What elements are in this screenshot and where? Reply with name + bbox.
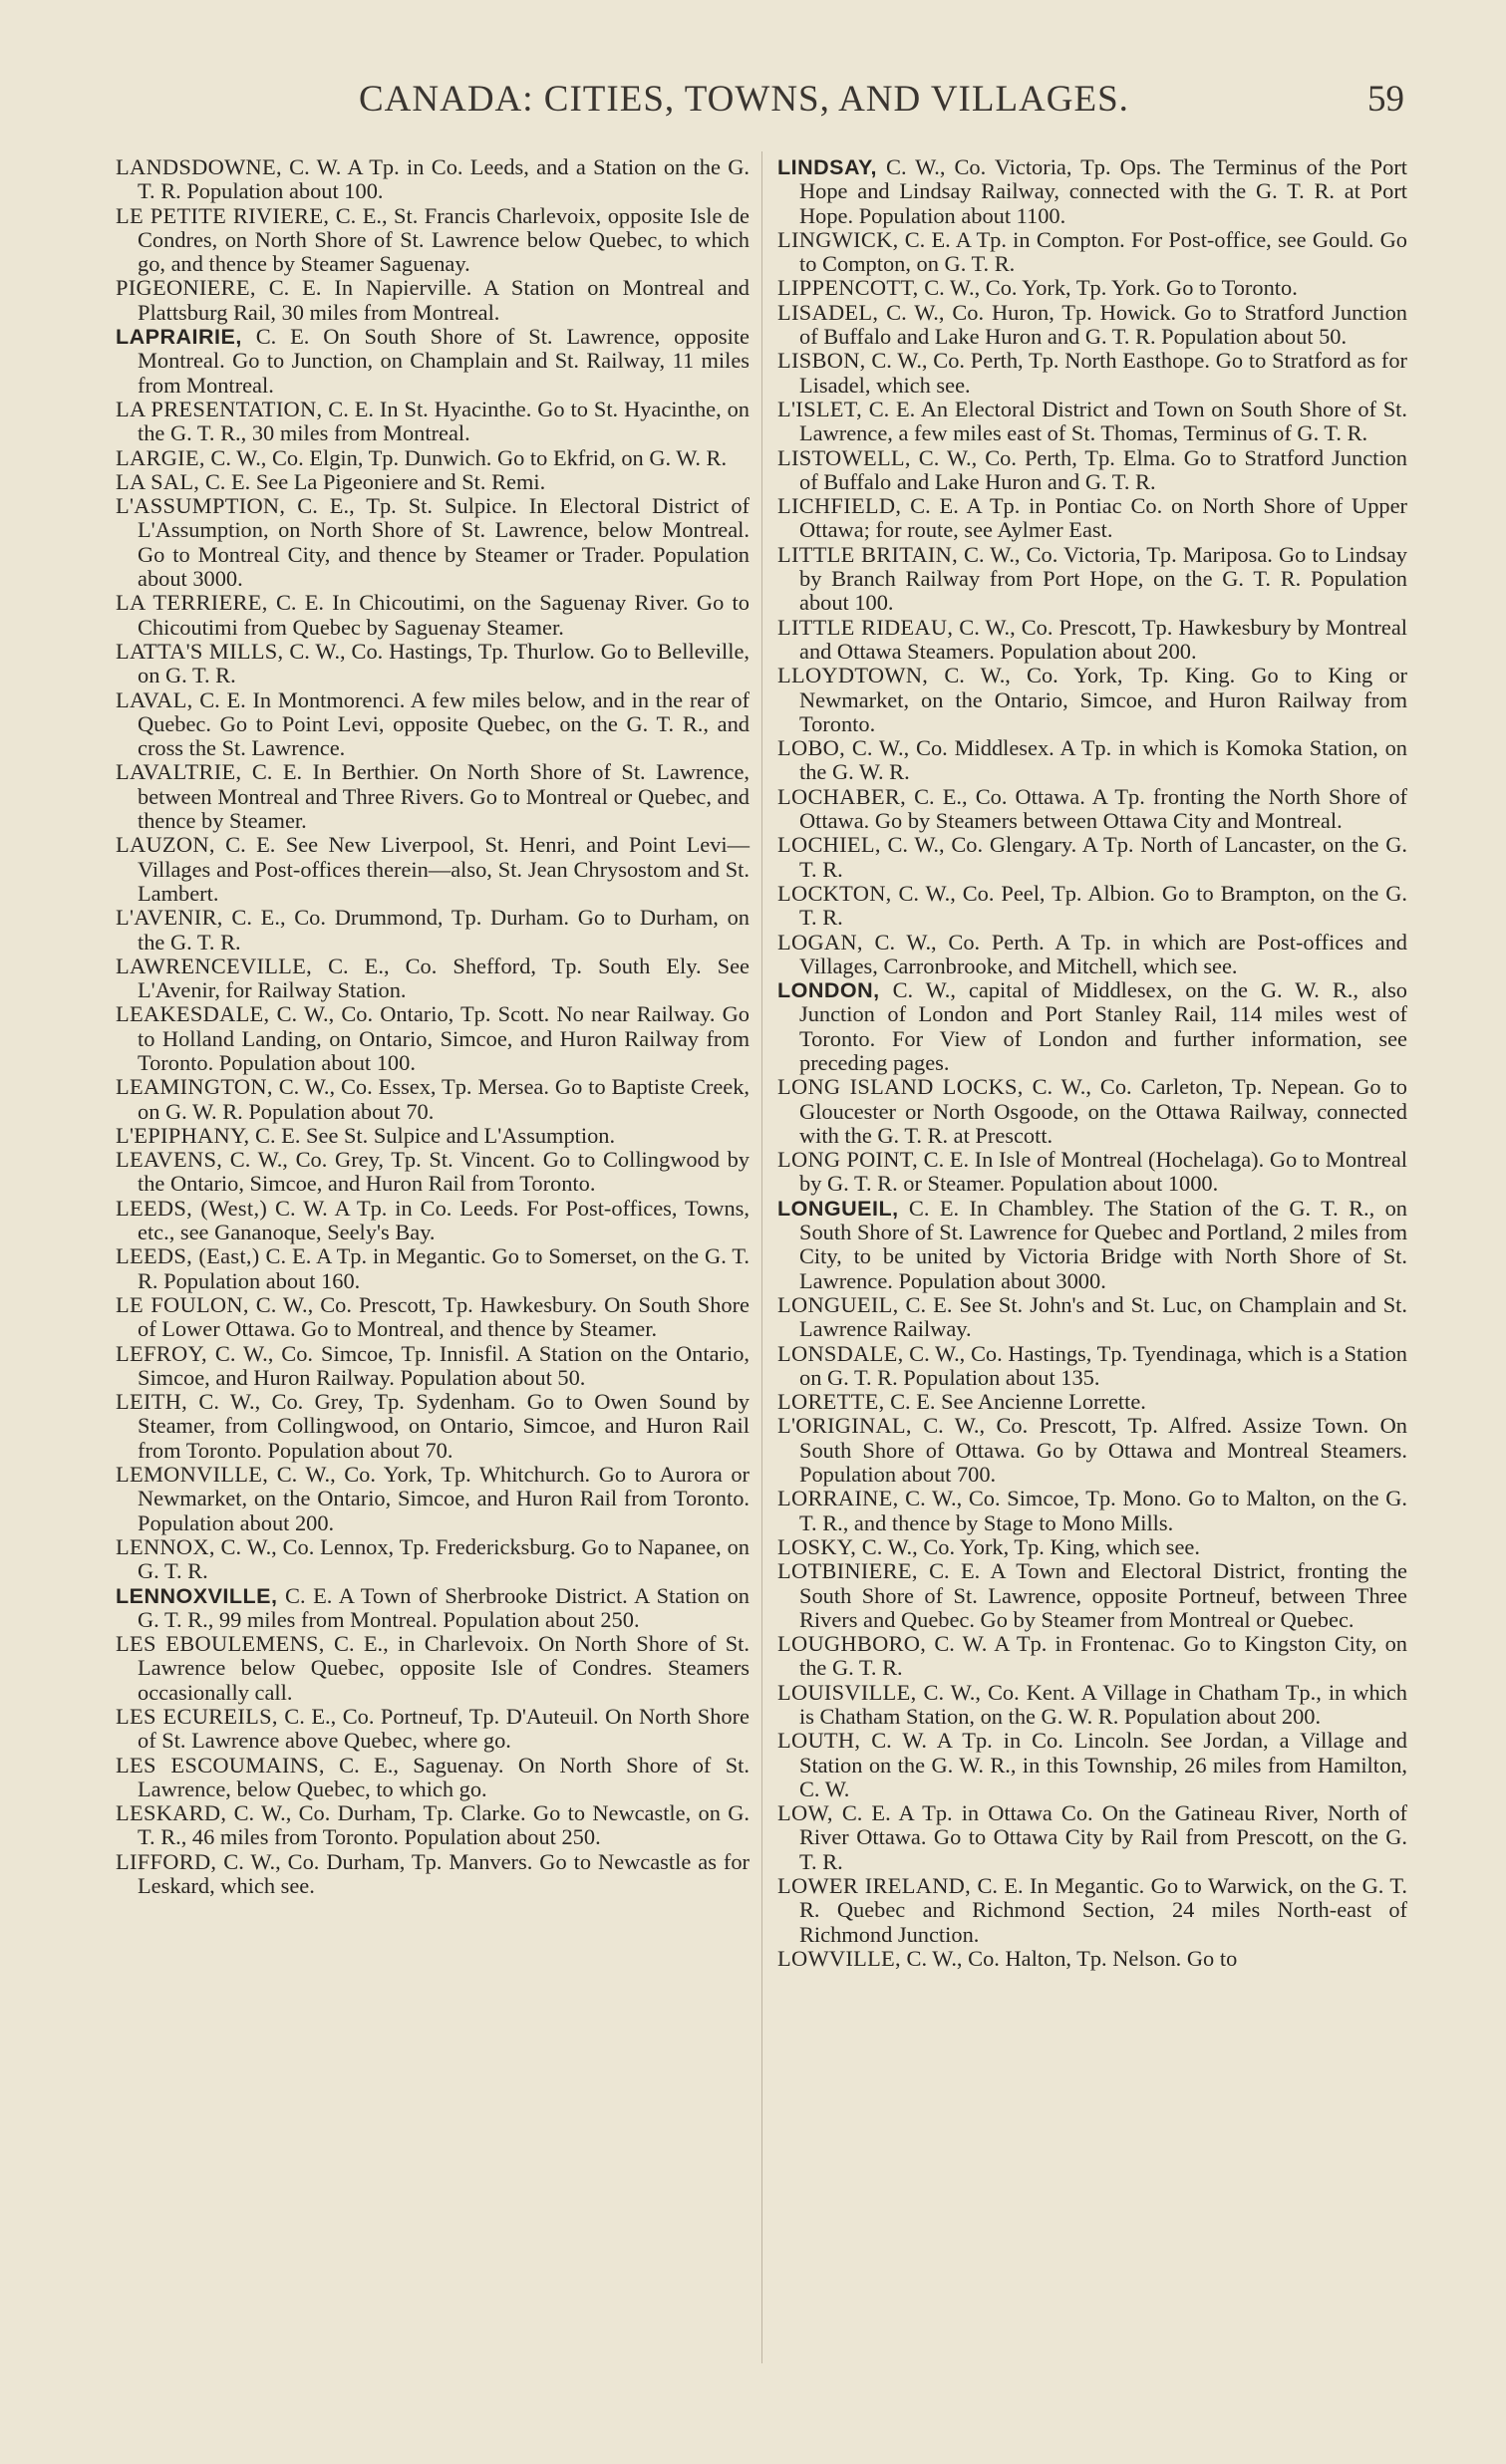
gazetteer-entry <box>777 1801 1407 1874</box>
gazetteer-entry <box>116 1801 750 1850</box>
entry-text: C. E. In Berthier. On North Shore of St. Lawrence, between Montreal and Three Rivers. Go to Montreal or Quebec, and thence by Steamer. <box>138 759 750 834</box>
entry-text: C. W., Co. Ontario, Tp. Scott. No near Railway. Go to Holland Landing, on Ontario, Simcoe, and Huron Railway from Toronto. Population about 100. <box>138 1001 750 1075</box>
entry-text: C. W., Co. Perth. A Tp. in which are Post-offices and Villages, Carronbrooke, and Mitchell, which see. <box>799 929 1407 978</box>
entry-text: C. E. In Chambley. The Station of the G. T. R., on South Shore of St. Lawrence for Quebec and Portland, 2 miles from City, to be united by Victoria Bridge with North Shore of St. Lawrence. Population about 3000. <box>799 1195 1407 1293</box>
gazetteer-entry <box>777 1487 1407 1535</box>
gazetteer-entry <box>116 1390 750 1463</box>
gazetteer-entry <box>777 276 1407 300</box>
page-number: 59 <box>1367 79 1404 120</box>
gazetteer-entry <box>777 301 1407 350</box>
gazetteer-entry <box>777 228 1407 277</box>
gazetteer-entry <box>116 1293 750 1342</box>
entry-headword: LAWRENCEVILLE, <box>116 953 313 978</box>
gazetteer-entry <box>777 736 1407 785</box>
entry-headword: LOUTH, <box>777 1728 861 1754</box>
entry-headword: LA SAL, <box>116 468 200 494</box>
gazetteer-entry <box>116 1463 750 1535</box>
gazetteer-entry <box>777 664 1407 736</box>
entry-text: C. E. On South Shore of St. Lawrence, opposite Montreal. Go to Junction, on Champlain and St. Railway, 11 miles from Montreal. <box>138 324 750 398</box>
gazetteer-entry <box>116 955 750 1003</box>
entry-text: C. W. A Tp. in Co. Leeds, and a Station on the G. T. R. Population about 100. <box>138 154 750 204</box>
entry-headword: LIFFORD, <box>116 1848 217 1874</box>
entry-text: C. E. In Montmorenci. A few miles below, and in the rear of Quebec. Go to Point Levi, opposite Quebec, on the G. T. R., and cross the St. Lawrence. <box>138 686 750 761</box>
entry-text: C. E. A Tp. in Megantic. Go to Somerset, on the G. T. R. Population about 160. <box>138 1243 751 1293</box>
gazetteer-entry <box>777 543 1407 616</box>
entry-headword: LES ECUREILS, <box>116 1704 278 1729</box>
gazetteer-entry <box>777 616 1407 665</box>
gazetteer-entry <box>777 1342 1407 1391</box>
entry-text: C. W., Co. Carleton, Tp. Nepean. Go to Gloucester or North Osgoode, on the Ottawa Railway, connected with the G. T. R. at Prescott. <box>799 1074 1407 1148</box>
entry-text: C. E. In St. Hyacinthe. Go to St. Hyacinthe, on the G. T. R., 30 miles from Montreal. <box>138 396 750 446</box>
entry-headword: LONGUEIL, <box>777 1196 899 1221</box>
entry-text: C. W., Co. Grey, Tp. St. Vincent. Go to Collingwood by the Ontario, Simcoe, and Huron Rail from Toronto. <box>138 1147 750 1197</box>
entry-text: C. W., Co. Victoria, Tp. Ops. The Terminus of the Port Hope and Lindsay Railway, connected with the G. T. R. at Port Hope. Population about 1100. <box>799 154 1407 228</box>
entry-text: C. E. In Isle of Montreal (Hochelaga). Go to Montreal by G. T. R. or Steamer. Population about 1000. <box>799 1147 1407 1197</box>
entry-text: C. E., Co. Shefford, Tp. South Ely. See L'Avenir, for Railway Station. <box>138 953 750 1003</box>
entry-headword: LENNOXVILLE, <box>116 1583 278 1608</box>
gazetteer-entry <box>116 1754 750 1802</box>
entry-headword: LOWVILLE, <box>777 1945 901 1971</box>
gazetteer-entry <box>777 931 1407 979</box>
entry-text: C. W., Co. Victoria, Tp. Mariposa. Go to Lindsay by Branch Railway from Port Hope, on the G. T. R. Population about 100. <box>799 541 1407 616</box>
entry-headword: LOCHABER, <box>777 783 906 809</box>
entry-headword: LOBO, <box>777 735 846 761</box>
gazetteer-entry <box>777 349 1407 398</box>
gazetteer-entry <box>777 1148 1407 1197</box>
entry-text: C. W., Co. York, Tp. York. Go to Toronto. <box>918 275 1298 301</box>
entry-text: C. W. A Tp. in Co. Leeds. For Post-offices, Towns, etc., see Gananoque, Seely's Bay. <box>138 1195 750 1245</box>
entry-headword: LAVALTRIE, <box>116 759 242 785</box>
entry-headword: L'EPIPHANY, <box>116 1122 250 1148</box>
entry-text: C. E., Co. Portneuf, Tp. D'Auteuil. On North Shore of St. Lawrence above Quebec, where go. <box>138 1704 750 1754</box>
entry-headword: LENNOX, <box>116 1533 215 1559</box>
gazetteer-entry <box>777 1293 1407 1342</box>
entry-headword: LEMONVILLE, <box>116 1462 269 1488</box>
gazetteer-entry <box>116 1342 750 1391</box>
gazetteer-entry <box>777 1075 1407 1148</box>
entry-text: C. E. A Town and Electoral District, fronting the South Shore of St. Lawrence, opposite Portneuf, between Three Rivers and Quebec. Go by Steamer from Montreal or Quebec. <box>799 1558 1407 1632</box>
gazetteer-entry <box>116 470 750 494</box>
gazetteer-entry <box>777 1947 1407 1971</box>
entry-headword: LONSDALE, <box>777 1340 904 1366</box>
entry-text: C. W., Co. Perth, Tp. Elma. Go to Stratford Junction of Buffalo and Lake Huron and G. T. R. <box>799 444 1407 494</box>
entry-headword: LEAMINGTON, <box>116 1074 273 1100</box>
entry-text: C. W., capital of Middlesex, on the G. W. R., also Junction of London and Port Stanley Rail, 114 miles west of Toronto. For View of London and further information, see preceding pages. <box>799 977 1407 1075</box>
entry-headword: LICHFIELD, <box>777 493 902 519</box>
entry-headword: LEAKESDALE, <box>116 1001 270 1027</box>
entry-headword: LOSKY, <box>777 1533 857 1559</box>
entry-headword: LAUZON, <box>116 832 215 858</box>
gazetteer-entry <box>116 1075 750 1124</box>
left-column <box>116 155 750 1898</box>
gazetteer-entry <box>777 494 1407 543</box>
entry-text: C. E., Co. Ottawa. A Tp. fronting the North Shore of Ottawa. Go by Steamers between Ottawa City and Montreal. <box>799 783 1407 834</box>
gazetteer-entry <box>116 1535 750 1584</box>
entry-text: C. E. A Town of Sherbrooke District. A Station on G. T. R., 99 miles from Montreal. Population about 250. <box>138 1582 750 1632</box>
entry-text: C. E., Tp. St. Sulpice. In Electoral District of L'Assumption, on North Shore of St. Lawrence, below Montreal. Go to Montreal City, and thence by Steamer or Trader. Population about 3000. <box>138 493 750 592</box>
gazetteer-entry <box>777 1874 1407 1947</box>
gazetteer-entry <box>116 1632 750 1705</box>
entry-headword: L'ASSUMPTION, <box>116 493 286 519</box>
gazetteer-entry <box>116 276 750 325</box>
entry-headword: LIPPENCOTT, <box>777 275 919 301</box>
entry-headword: LISTOWELL, <box>777 444 911 470</box>
entry-headword: L'ISLET, <box>777 396 862 421</box>
entry-headword: LES ESCOUMAINS, <box>116 1752 325 1778</box>
entry-text: C. W., Co. Simcoe, Tp. Innisfil. A Station on the Ontario, Simcoe, and Huron Railway. Population about 50. <box>138 1340 750 1390</box>
gazetteer-entry <box>116 325 750 398</box>
entry-text: C. E. See St. John's and St. Luc, on Champlain and St. Lawrence Railway. <box>799 1291 1407 1342</box>
entry-headword: LORETTE, <box>777 1389 885 1415</box>
entry-text: C. W., Co. Perth, Tp. North Easthope. Go to Stratford as for Lisadel, which see. <box>799 348 1407 398</box>
entry-headword: L'AVENIR, <box>116 905 223 931</box>
column-divider <box>761 151 762 2363</box>
entry-text: C. E. A Tp. in Compton. For Post-office, see Gould. Go to Compton, on G. T. R. <box>799 226 1407 277</box>
entry-text: C. W., Co. Huron, Tp. Howick. Go to Stratford Junction of Buffalo and Lake Huron and G. T. R. Population about 50. <box>799 299 1407 350</box>
entry-text: C. W., Co. Middlesex. A Tp. in which is Komoka Station, on the G. W. R. <box>799 735 1407 785</box>
entry-headword: LEAVENS, <box>116 1147 223 1173</box>
gazetteer-entry <box>116 1584 750 1633</box>
gazetteer-entry <box>116 833 750 906</box>
entry-text: C. E. In Megantic. Go to Warwick, on the G. T. R. Quebec and Richmond Section, 24 miles North-east of Richmond Junction. <box>799 1873 1407 1947</box>
entry-headword: LE FOULON, <box>116 1291 249 1317</box>
entry-headword: LANDSDOWNE, <box>116 154 282 179</box>
gazetteer-entry <box>777 978 1407 1075</box>
entry-headword: LESKARD, <box>116 1800 227 1826</box>
entry-text: C. E. In Chicoutimi, on the Saguenay River. Go to Chicoutimi from Quebec by Saguenay Steamer. <box>138 590 750 640</box>
entry-text: C. W., Co. York, Tp. Whitchurch. Go to Aurora or Newmarket, on the Ontario, Simcoe, and Huron Rail from Toronto. Population about 200. <box>138 1462 750 1535</box>
gazetteer-entry <box>777 1390 1407 1414</box>
entry-text: C. W., Co. Grey, Tp. Sydenham. Go to Owen Sound by Steamer, from Collingwood, on Ontario, Simcoe, and Huron Rail from Toronto. Population about 70. <box>138 1389 750 1463</box>
entry-headword: LEFROY, <box>116 1340 207 1366</box>
entry-text: C. E. A Tp. in Ottawa Co. On the Gatineau River, North of River Ottawa. Go to Ottawa City by Rail from Prescott, on the G. T. R. <box>799 1800 1407 1874</box>
entry-headword: LINGWICK, <box>777 226 899 252</box>
gazetteer-entry <box>116 204 750 277</box>
entry-headword: LOGAN, <box>777 929 863 955</box>
gazetteer-entry <box>777 1729 1407 1801</box>
gazetteer-entry <box>777 398 1407 446</box>
entry-headword: LES EBOULEMENS, <box>116 1631 325 1657</box>
entry-text: C. W., Co. Durham, Tp. Clarke. Go to Newcastle, on G. T. R., 46 miles from Toronto. Population about 250. <box>138 1800 750 1850</box>
gazetteer-entry <box>777 833 1407 882</box>
gazetteer-entry <box>116 1705 750 1754</box>
gazetteer-entry <box>777 882 1407 931</box>
running-title: CANADA: CITIES, TOWNS, AND VILLAGES. <box>359 79 1129 120</box>
entry-text: C. W., Co. Hastings, Tp. Thurlow. Go to Belleville, on G. T. R. <box>138 638 750 688</box>
entry-text: C. W. A Tp. in Co. Lincoln. See Jordan, a Village and Station on the G. W. R., in this Township, 26 miles from Hamilton, C. W. <box>799 1728 1407 1801</box>
entry-headword: LOCKTON, <box>777 880 892 906</box>
gazetteer-entry <box>116 1002 750 1075</box>
gazetteer-entry <box>116 760 750 833</box>
entry-text: C. W., Co. Glengary. A Tp. North of Lancaster, on the G. T. R. <box>799 832 1407 882</box>
gazetteer-entry <box>116 640 750 688</box>
gazetteer-entry <box>116 494 750 591</box>
entry-headword: LONDON, <box>777 978 880 1003</box>
entry-headword: LLOYDTOWN, <box>777 663 929 688</box>
gazetteer-entry <box>777 446 1407 495</box>
entry-headword: LEITH, <box>116 1389 188 1415</box>
entry-headword: LOUISVILLE, <box>777 1679 917 1705</box>
gazetteer-entry <box>116 446 750 470</box>
entry-text: C. W., Co. Peel, Tp. Albion. Go to Brampton, on the G. T. R. <box>799 880 1407 931</box>
entry-text: C. W. A Tp. in Frontenac. Go to Kingston City, on the G. T. R. <box>799 1631 1407 1681</box>
entry-text: C. E., Co. Drummond, Tp. Durham. Go to Durham, on the G. T. R. <box>138 905 750 955</box>
gazetteer-entry <box>777 1681 1407 1730</box>
entry-text: C. W., Co. York, Tp. King, which see. <box>856 1533 1200 1559</box>
entry-text: C. W., Co. Durham, Tp. Manvers. Go to Newcastle as for Leskard, which see. <box>138 1848 750 1899</box>
entry-text: C. W., Co. York, Tp. King. Go to King or Newmarket, on the Ontario, Simcoe, and Huron Railway from Toronto. <box>799 663 1407 736</box>
gazetteer-entry <box>116 1244 750 1293</box>
entry-headword: LOTBINIERE, <box>777 1558 918 1584</box>
entry-headword: LOCHIEL, <box>777 832 881 858</box>
entry-headword: LONGUEIL, <box>777 1291 899 1317</box>
entry-text: C. W., Co. Kent. A Village in Chatham Tp., in which is Chatham Station, on the G. W. R. Population about 200. <box>799 1679 1407 1729</box>
entry-headword: LONG ISLAND LOCKS, <box>777 1074 1024 1100</box>
entry-text: C. W., Co. Hastings, Tp. Tyendinaga, which is a Station on G. T. R. Population about 135. <box>799 1340 1407 1390</box>
entry-text: C. E. In Napierville. A Station on Montreal and Plattsburg Rail, 30 miles from Montreal. <box>138 275 750 325</box>
gazetteer-entry <box>116 906 750 955</box>
gazetteer-entry <box>777 785 1407 834</box>
entry-text: C. W., Co. Simcoe, Tp. Mono. Go to Malton, on the G. T. R., and thence by Stage to Mono Mills. <box>799 1486 1407 1535</box>
entry-text: C. W., Co. Prescott, Tp. Hawkesbury. On South Shore of Lower Ottawa. Go to Montreal, and thence by Steamer. <box>138 1291 750 1342</box>
gazetteer-entry <box>116 1124 750 1148</box>
entry-text: C. E. An Electoral District and Town on South Shore of St. Lawrence, a few miles east of St. Thomas, Terminus of G. T. R. <box>799 396 1407 446</box>
entry-headword: LAVAL, <box>116 686 193 712</box>
entry-headword: LAPRAIRIE, <box>116 325 242 350</box>
entry-text: C. E. A Tp. in Pontiac Co. on North Shore of Upper Ottawa; for route, see Aylmer East. <box>799 493 1407 543</box>
entry-headword: LA PRESENTATION, <box>116 396 323 421</box>
entry-headword: LOUGHBORO, <box>777 1631 927 1657</box>
gazetteer-entry <box>116 1850 750 1899</box>
page-header <box>0 78 1506 128</box>
gazetteer-entry <box>777 155 1407 228</box>
entry-text: C. E. See Ancienne Lorrette. <box>884 1389 1146 1415</box>
entry-text: C. W., Co. Halton, Tp. Nelson. Go to <box>900 1945 1238 1971</box>
gazetteer-entry <box>116 398 750 446</box>
entry-text: C. E. See La Pigeoniere and St. Remi. <box>199 468 546 494</box>
gazetteer-entry <box>777 1632 1407 1681</box>
entry-headword: LARGIE, <box>116 444 205 470</box>
entry-headword: LISADEL, <box>777 299 879 325</box>
gazetteer-entry <box>116 591 750 640</box>
gazetteer-entry <box>116 1148 750 1197</box>
entry-headword: LINDSAY, <box>777 155 877 179</box>
entry-headword: LA TERRIERE, <box>116 590 268 616</box>
entry-headword: LOW, <box>777 1800 833 1826</box>
entry-headword: LONG POINT, <box>777 1147 918 1173</box>
entry-headword: LATTA'S MILLS, <box>116 638 284 664</box>
entry-headword: LISBON, <box>777 348 866 374</box>
gazetteer-entry <box>116 1197 750 1245</box>
entry-text: C. E. See New Liverpool, St. Henri, and Point Levi—Villages and Post-offices therein—also, St. Jean Chrysostom and St. Lambert. <box>138 832 750 906</box>
gazetteer-entry <box>116 155 750 204</box>
entry-headword: LEEDS, (East,) <box>116 1243 260 1269</box>
gazetteer-entry <box>777 1559 1407 1632</box>
entry-headword: LE PETITE RIVIERE, <box>116 202 330 228</box>
entry-text: C. W., Co. Lennox, Tp. Fredericksburg. Go to Napanee, on G. T. R. <box>138 1533 750 1584</box>
gazetteer-entry <box>777 1414 1407 1487</box>
gazetteer-entry <box>116 688 750 761</box>
right-column <box>777 155 1407 1971</box>
gazetteer-entry <box>777 1197 1407 1293</box>
entry-text: C. W., Co. Essex, Tp. Mersea. Go to Baptiste Creek, on G. W. R. Population about 70. <box>138 1074 750 1124</box>
entry-text: C. W., Co. Elgin, Tp. Dunwich. Go to Ekfrid, on G. W. R. <box>204 444 728 470</box>
entry-text: C. W., Co. Prescott, Tp. Hawkesbury by Montreal and Ottawa Steamers. Population about 200. <box>799 614 1407 664</box>
entry-headword: LITTLE BRITAIN, <box>777 541 958 567</box>
entry-headword: LOWER IRELAND, <box>777 1873 972 1899</box>
entry-text: C. E., in Charlevoix. On North Shore of St. Lawrence below Quebec, opposite Isle of Condres. Steamers occasionally call. <box>138 1631 750 1705</box>
entry-headword: LITTLE RIDEAU, <box>777 614 954 640</box>
entry-headword: LEEDS, (West,) <box>116 1195 268 1221</box>
entry-text: C. E., St. Francis Charlevoix, opposite Isle de Condres, on North Shore of St. Lawrence below Quebec, to which go, and thence by Steamer Saguenay. <box>138 202 750 277</box>
entry-text: C. W., Co. Prescott, Tp. Alfred. Assize Town. On South Shore of Ottawa. Go by Ottawa and Montreal Steamers. Population about 700. <box>799 1413 1407 1488</box>
entry-text: C. E. See St. Sulpice and L'Assumption. <box>249 1122 616 1148</box>
entry-headword: L'ORIGINAL, <box>777 1413 912 1439</box>
entry-headword: LORRAINE, <box>777 1486 899 1511</box>
gazetteer-entry <box>777 1535 1407 1559</box>
entry-headword: PIGEONIERE, <box>116 275 256 301</box>
entry-text: C. E., Saguenay. On North Shore of St. Lawrence, below Quebec, to which go. <box>138 1752 750 1801</box>
